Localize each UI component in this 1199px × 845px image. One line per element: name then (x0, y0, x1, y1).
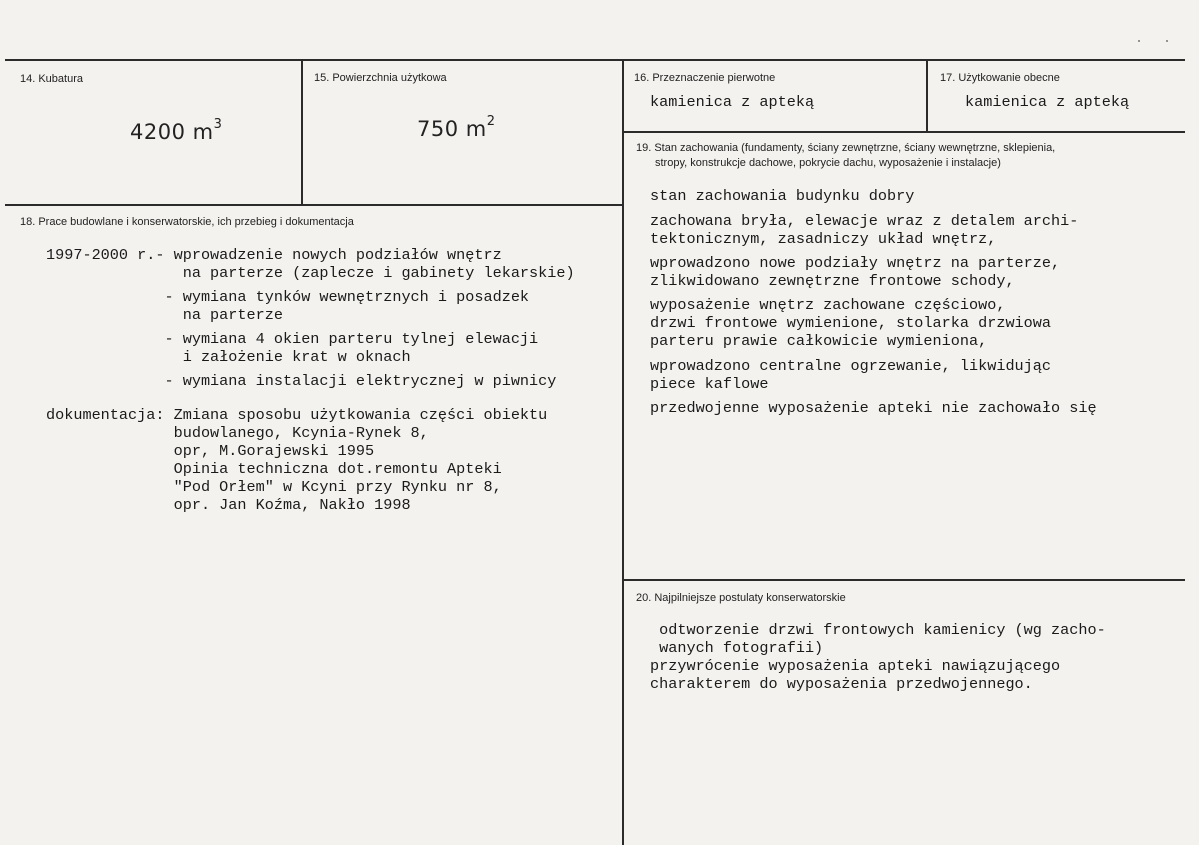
field-15-label: 15. Powierzchnia użytkowa (314, 72, 447, 84)
condition-paragraph: wprowadzono centralne ogrzewanie, likwidując piece kaflowe (650, 357, 1052, 393)
divider-vertical-3 (926, 60, 928, 133)
field-18-label: 18. Prace budowlane i konserwatorskie, ich przebieg i dokumentacja (20, 216, 354, 228)
field-16-value: kamienica z apteką (650, 93, 815, 111)
field-14-exponent: 3 (213, 117, 223, 132)
documentation-text: dokumentacja: Zmiana sposobu użytkowania części obiektu budowlanego, Kcynia-Rynek 8, opr, M.Gorajewski 1995 Opinia techniczna dot.remontu Apteki "Pod Orłem" w Kcyni przy Rynku nr 8, opr. Jan Koźma, Nakło 1998 (46, 406, 548, 514)
field-14-number: 4200 m (130, 120, 214, 144)
works-item: - wymiana instalacji elektrycznej w piwnicy (46, 372, 557, 390)
works-item: - wymiana tynków wewnętrznych i posadzek na parterze (164, 288, 530, 324)
field-17-value: kamienica z apteką (965, 93, 1130, 111)
field-15-number: 750 m (417, 117, 487, 141)
condition-paragraph: zachowana bryła, elewacje wraz z detalem archi- tektonicznym, zasadniczy układ wnętrz, (650, 212, 1079, 248)
field-19-label: 19. Stan zachowania (fundamenty, ściany zewnętrzne, ściany wewnętrzne, sklepienia, (636, 142, 1056, 154)
postulates-text: odtworzenie drzwi frontowych kamienicy (wg zacho- wanych fotografii) przywrócenie wyposażenia apteki nawiązującego charakterem do wyposażenia przedwojennego. (650, 621, 1106, 693)
divider-vertical-1 (301, 60, 303, 206)
rule-under-kubatura (5, 204, 624, 206)
rule-under-przeznaczenie (622, 131, 1185, 133)
field-16-label: 16. Przeznaczenie pierwotne (634, 72, 776, 84)
condition-paragraph: stan zachowania budynku dobry (650, 187, 915, 205)
field-19-label-cont: stropy, konstrukcje dachowe, pokrycie dachu, wyposażenie i instalacje) (655, 157, 1001, 169)
field-15-value (417, 114, 496, 141)
field-15-exponent: 2 (486, 114, 496, 129)
divider-vertical-main (622, 60, 624, 845)
top-rule (5, 59, 1185, 61)
field-17-label: 17. Użytkowanie obecne (940, 72, 1060, 84)
field-14-value (130, 117, 223, 144)
condition-paragraph: wprowadzono nowe podziały wnętrz na parterze, zlikwidowano zewnętrzne frontowe schody, (650, 254, 1061, 290)
speck (1166, 40, 1168, 42)
speck (1138, 40, 1140, 42)
works-item: - wymiana 4 okien parteru tylnej elewacji i założenie krat w oknach (164, 330, 539, 366)
field-14-label: 14. Kubatura (20, 73, 83, 85)
rule-above-postulaty (622, 579, 1185, 581)
condition-paragraph: przedwojenne wyposażenie apteki nie zachowało się (650, 399, 1097, 417)
field-20-label: 20. Najpilniejsze postulaty konserwatorskie (636, 592, 846, 604)
condition-paragraph: wyposażenie wnętrz zachowane częściowo, drzwi frontowe wymienione, stolarka drzwiowa parteru prawie całkowicie wymieniona, (650, 296, 1052, 350)
works-item: 1997-2000 r.- wprowadzenie nowych podziałów wnętrz na parterze (zaplecze i gabinety lekarskie) (46, 246, 575, 282)
